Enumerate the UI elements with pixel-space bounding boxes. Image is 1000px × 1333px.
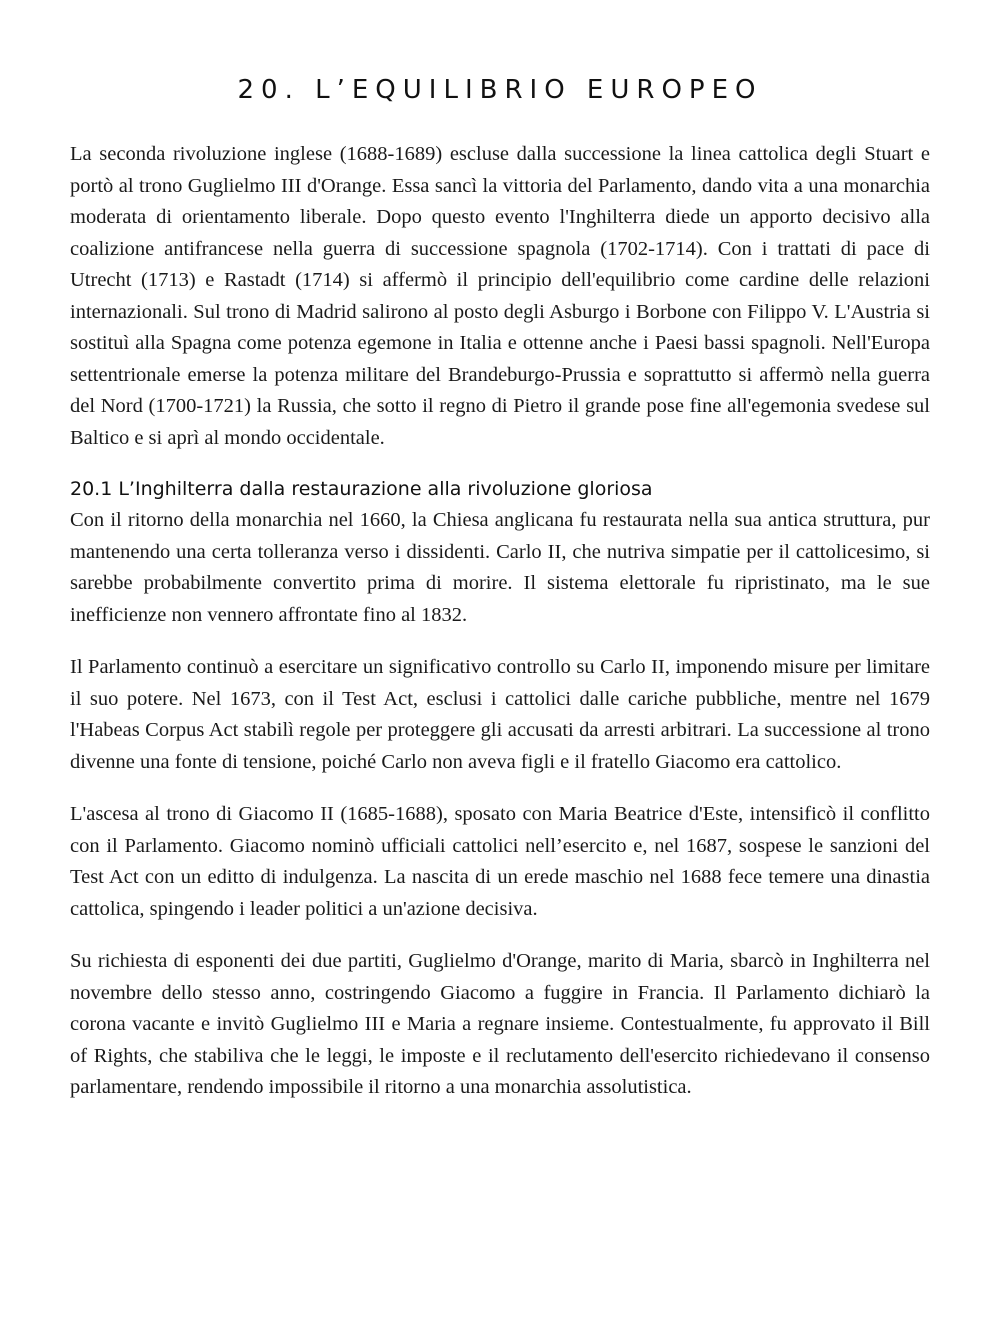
section-paragraph-2: Il Parlamento continuò a esercitare un significativo controllo su Carlo II, imponendo misure per limitare il suo potere. Nel 1673, con il Test Act, esclusi i cattolici dalle cariche pubbliche, mentre nel 1679 l'Habeas Corpus Act stabilì regole per proteggere gli accusati da arresti arbitrari. La successione al trono divenne una fonte di tensione, poiché Carlo non aveva figli e il fratello Giacomo era cattolico. xyxy=(70,656,930,773)
section-heading: 20.1 L’Inghilterra dalla restaurazione alla rivoluzione gloriosa xyxy=(70,478,653,500)
section-paragraph-3: L'ascesa al trono di Giacomo II (1685-1688), sposato con Maria Beatrice d'Este, intensificò il conflitto con il Parlamento. Giacomo nominò ufficiali cattolici nell’esercito e, nel 1687, sospese le sanzioni del Test Act con un editto di indulgenza. La nascita di un erede maschio nel 1688 fece temere una dinastia cattolica, spingendo i leader politici a un'azione decisiva. xyxy=(70,803,930,920)
document-page xyxy=(70,0,930,1104)
chapter-title: 20. L’EQUILIBRIO EUROPEO xyxy=(237,75,763,105)
section-paragraph-4: Su richiesta di esponenti dei due partiti, Guglielmo d'Orange, marito di Maria, sbarcò in Inghilterra nel novembre dello stesso anno, costringendo Giacomo a fuggire in Francia. Il Parlamento dichiarò la corona vacante e invitò Guglielmo III e Maria a regnare insieme. Contestualmente, fu approvato il Bill of Rights, che stabiliva che le leggi, le imposte e il reclutamento dell'esercito richiedevano il consenso parlamentare, rendendo impossibile il ritorno a una monarchia assolutistica. xyxy=(70,950,930,1098)
intro-paragraph: La seconda rivoluzione inglese (1688-1689) escluse dalla successione la linea cattolica degli Stuart e portò al trono Guglielmo III d'Orange. Essa sancì la vittoria del Parlamento, dando vita a una monarchia moderata di orientamento liberale. Dopo questo evento l'Inghilterra diede un apporto decisivo alla coalizione antifrancese nella guerra di successione spagnola (1702-1714). Con i trattati di pace di Utrecht (1713) e Rastadt (1714) si affermò il principio dell'equilibrio come cardine delle relazioni internazionali. Sul trono di Madrid salirono al posto degli Asburgo i Borbone con Filippo V. L'Austria si sostituì alla Spagna come potenza egemone in Italia e ottenne anche i Paesi bassi spagnoli. Nell'Europa settentrionale emerse la potenza militare del Brandeburgo-Prussia e soprattutto si affermò nella guerra del Nord (1700-1721) la Russia, che sotto il regno di Pietro il grande pose fine all'egemonia svedese sul Baltico e si aprì al mondo occidentale. xyxy=(70,143,930,449)
section-paragraph-1: Con il ritorno della monarchia nel 1660, la Chiesa anglicana fu restaurata nella sua antica struttura, pur mantenendo una certa tolleranza verso i dissidenti. Carlo II, che nutriva simpatie per il cattolicesimo, si sarebbe probabilmente convertito prima di morire. Il sistema elettorale fu ripristinato, ma le sue inefficienze non vennero affrontate fino al 1832. xyxy=(70,509,930,626)
